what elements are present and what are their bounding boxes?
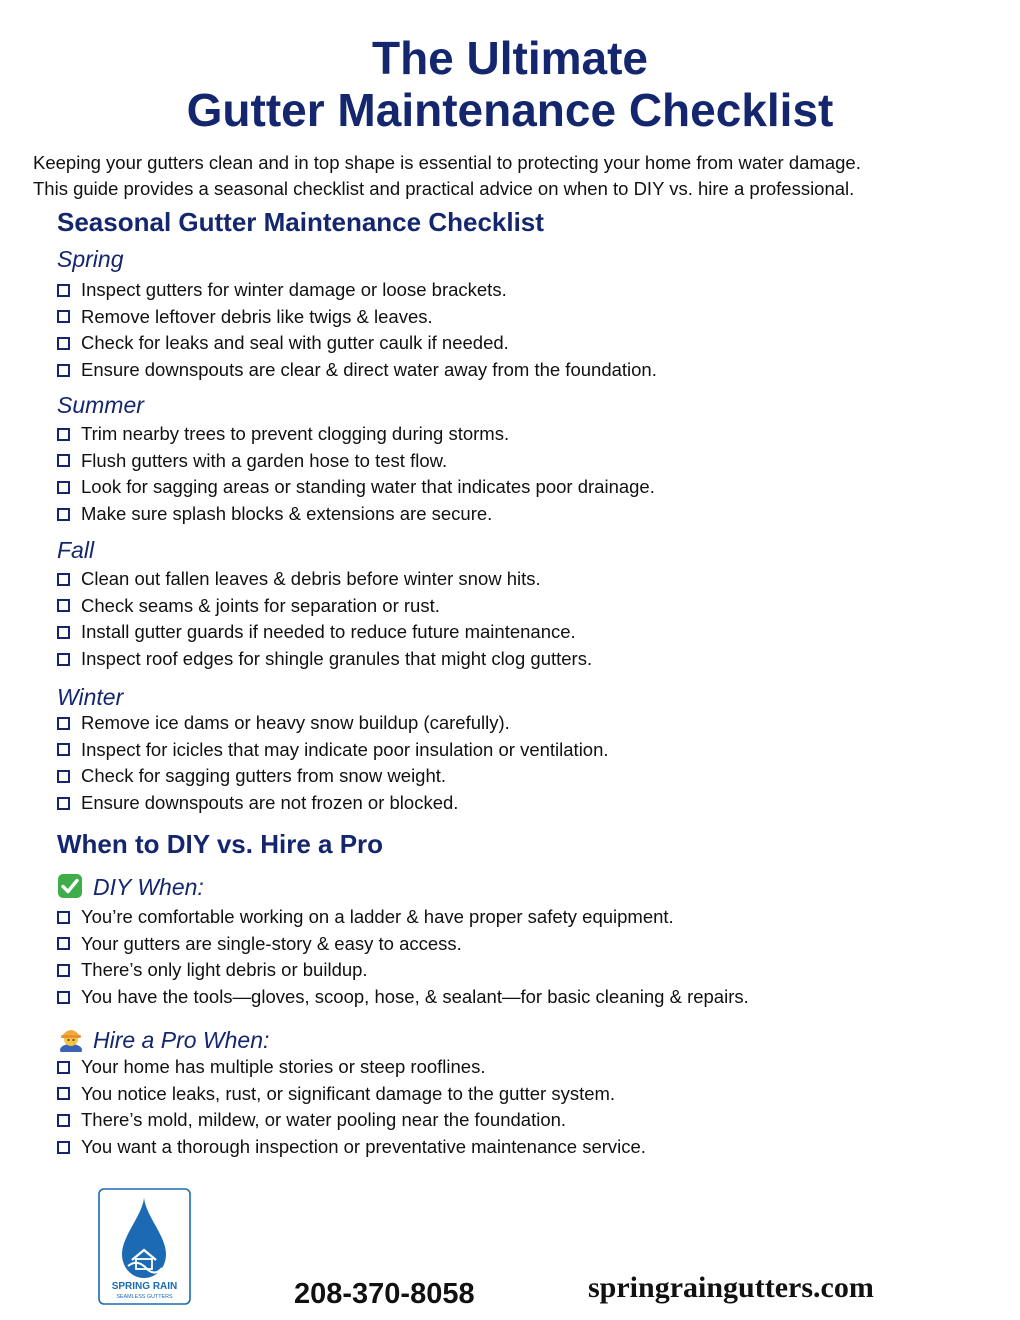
- phone-number: 208-370-8058: [294, 1278, 475, 1310]
- website-url: springraingutters.com: [588, 1271, 874, 1304]
- checkbox[interactable]: [57, 1114, 70, 1127]
- checklist-item: [57, 619, 592, 646]
- pro-list: [57, 1054, 646, 1160]
- checklist-item: [57, 421, 655, 448]
- checklist-item-text: Your home has multiple stories or steep rooflines.: [81, 1056, 486, 1077]
- diy-vs-pro-heading: When to DIY vs. Hire a Pro: [57, 829, 384, 859]
- pro-heading: [57, 1024, 269, 1054]
- checklist-item: [57, 330, 657, 357]
- checkbox[interactable]: [57, 1061, 70, 1074]
- checklist-item: [57, 957, 749, 984]
- checkbox[interactable]: [57, 937, 70, 950]
- fall-heading: Fall: [57, 537, 95, 563]
- checkbox[interactable]: [57, 364, 70, 377]
- checklist-item: [57, 931, 749, 958]
- checklist-item: [57, 593, 592, 620]
- checklist-item: [57, 304, 657, 331]
- checklist-item: [57, 566, 592, 593]
- checklist-item-text: You’re comfortable working on a ladder & have proper safety equipment.: [81, 906, 674, 927]
- checkbox[interactable]: [57, 626, 70, 639]
- green-check-icon: [57, 873, 87, 899]
- checklist-item-text: Check for leaks and seal with gutter caulk if needed.: [81, 332, 509, 354]
- intro-line-2: This guide provides a seasonal checklist and practical advice on when to DIY vs. hire a professional.: [33, 178, 855, 199]
- spring-rain-logo: [98, 1188, 191, 1305]
- checkbox[interactable]: [57, 1087, 70, 1100]
- checklist-item-text: Clean out fallen leaves & debris before winter snow hits.: [81, 568, 541, 589]
- checklist-item-text: There’s mold, mildew, or water pooling near the foundation.: [81, 1109, 567, 1131]
- checkbox[interactable]: [57, 428, 70, 441]
- checklist-item: [57, 1134, 646, 1161]
- checklist-item: [57, 1107, 646, 1134]
- checklist-item-text: Flush gutters with a garden hose to test flow.: [81, 449, 448, 471]
- checklist-item: [57, 474, 655, 501]
- fall-list: [57, 566, 592, 672]
- checkbox[interactable]: [57, 284, 70, 297]
- diy-list: [57, 904, 749, 1010]
- checklist-item: [57, 646, 592, 673]
- title-line-1: The Ultimate: [371, 32, 649, 84]
- diy-heading: [57, 873, 204, 901]
- seasonal-heading: Seasonal Gutter Maintenance Checklist: [57, 207, 544, 237]
- checklist-item-text: Inspect roof edges for shingle granules that might clog gutters.: [81, 647, 593, 669]
- checkbox[interactable]: [57, 964, 70, 977]
- checklist-item-text: Inspect gutters for winter damage or loose brackets.: [81, 279, 507, 300]
- checklist-item-text: You have the tools—gloves, scoop, hose, & sealant—for basic cleaning & repairs.: [81, 985, 749, 1007]
- checkbox[interactable]: [57, 743, 70, 756]
- checklist-item-text: You want a thorough inspection or preventative maintenance service.: [81, 1135, 646, 1157]
- checklist-item-text: Check for sagging gutters from snow weight.: [81, 765, 447, 787]
- checklist-item-text: Ensure downspouts are clear & direct water away from the foundation.: [81, 358, 657, 380]
- intro-paragraph: [33, 150, 993, 202]
- checkbox[interactable]: [57, 454, 70, 467]
- checklist-item: [57, 357, 657, 384]
- checklist-item: [57, 1081, 646, 1108]
- checklist-item-text: Your gutters are single-story & easy to access.: [81, 932, 462, 954]
- checklist-item-text: Install gutter guards if needed to reduce future maintenance.: [81, 621, 576, 643]
- checklist-item-text: Ensure downspouts are not frozen or blocked.: [81, 791, 459, 813]
- checklist-item: [57, 710, 609, 737]
- spring-heading: Spring: [57, 246, 124, 272]
- checkbox[interactable]: [57, 310, 70, 323]
- checklist-item: [57, 277, 657, 304]
- winter-list: [57, 710, 609, 816]
- summer-heading: Summer: [57, 392, 144, 418]
- construction-worker-icon: [57, 1024, 87, 1050]
- checklist-item: [57, 448, 655, 475]
- checklist-item-text: Trim nearby trees to prevent clogging during storms.: [81, 423, 510, 444]
- checklist-item: [57, 984, 749, 1011]
- checkbox[interactable]: [57, 991, 70, 1004]
- checklist-item-text: Inspect for icicles that may indicate poor insulation or ventilation.: [81, 738, 609, 760]
- checkbox[interactable]: [57, 770, 70, 783]
- checklist-item: [57, 501, 655, 528]
- checklist-item-text: You notice leaks, rust, or significant damage to the gutter system.: [81, 1082, 616, 1104]
- checkbox[interactable]: [57, 599, 70, 612]
- intro-line-1: Keeping your gutters clean and in top shape is essential to protecting your home from water damage.: [33, 152, 861, 173]
- checkbox[interactable]: [57, 797, 70, 810]
- checklist-item: [57, 1054, 646, 1081]
- checkbox[interactable]: [57, 573, 70, 586]
- checklist-item: [57, 737, 609, 764]
- checklist-item-text: Make sure splash blocks & extensions are secure.: [81, 502, 493, 524]
- checklist-item-text: There’s only light debris or buildup.: [81, 959, 368, 981]
- title-line-2: Gutter Maintenance Checklist: [186, 84, 834, 136]
- checklist-item-text: Check seams & joints for separation or rust.: [81, 594, 440, 616]
- checkbox[interactable]: [57, 337, 70, 350]
- checklist-item: [57, 904, 749, 931]
- logo-line-1: SPRING RAIN: [111, 1281, 178, 1292]
- checkbox[interactable]: [57, 717, 70, 730]
- page-title: [0, 32, 1020, 136]
- checklist-item-text: Look for sagging areas or standing water that indicates poor drainage.: [81, 476, 655, 498]
- checkbox[interactable]: [57, 1141, 70, 1154]
- checklist-item: [57, 763, 609, 790]
- diy-heading-label: DIY When:: [93, 874, 204, 900]
- spring-list: [57, 277, 657, 383]
- pro-heading-label: Hire a Pro When:: [93, 1027, 270, 1053]
- summer-list: [57, 421, 655, 527]
- checklist-item-text: Remove ice dams or heavy snow buildup (carefully).: [81, 712, 510, 733]
- checkbox[interactable]: [57, 508, 70, 521]
- checklist-item-text: Remove leftover debris like twigs & leaves.: [81, 305, 433, 327]
- logo-line-2: SEAMLESS GUTTERS: [116, 1294, 173, 1300]
- checklist-item: [57, 790, 609, 817]
- winter-heading: Winter: [57, 684, 124, 710]
- checkbox[interactable]: [57, 481, 70, 494]
- checkbox[interactable]: [57, 653, 70, 666]
- checkbox[interactable]: [57, 911, 70, 924]
